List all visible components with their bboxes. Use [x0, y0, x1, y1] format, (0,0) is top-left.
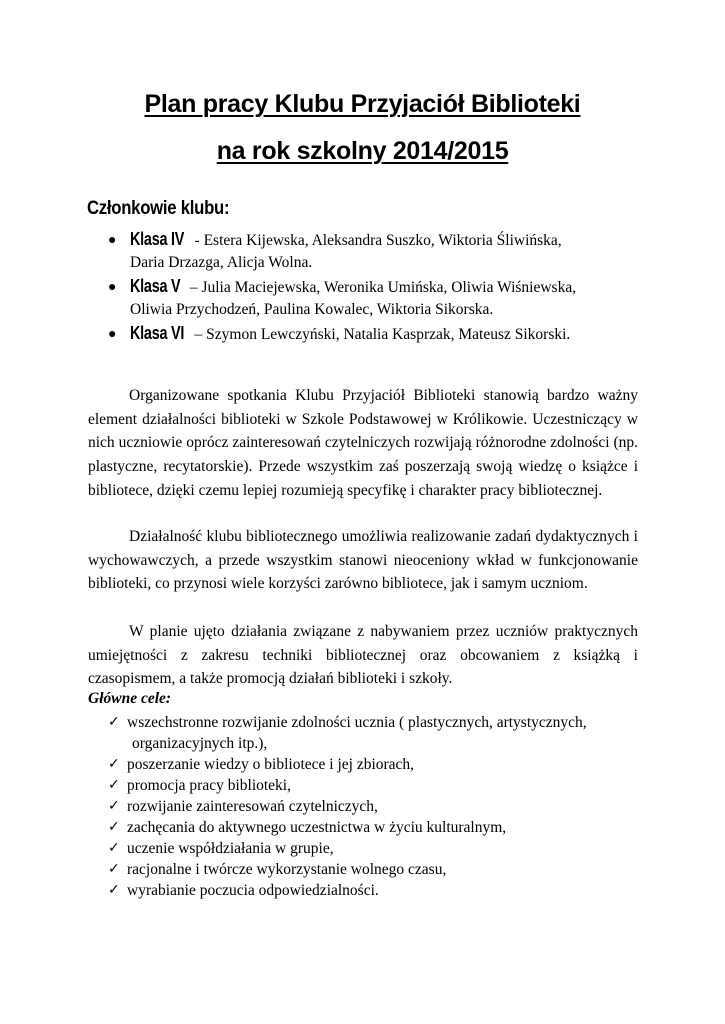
paragraph: Organizowane spotkania Klubu Przyjaciół Biblioteki stanowią bardzo ważny element działalności biblioteki w Szkole Podstawowej w Królikowie. Uczestniczący w nich uczniowie oprócz zainteresowań czytelniczych rozwijają różnorodne zdolności (np. plastyczne, recytatorskie). Przede wszystkim zaś poszerzają swoją wiedzę o książce i bibliotece, dzięki czemu lepiej rozumieją specyfikę i charakter pracy bibliotecznej. — [88, 387, 638, 499]
goal-text: racjonalne i twórcze wykorzystanie wolnego czasu, — [127, 861, 447, 878]
member-names: Daria Drzazga, Alicja Wolna. — [130, 254, 313, 271]
members-heading: Członkowie klubu: — [87, 198, 230, 219]
goal-text: poszerzanie wiedzy o bibliotece i jej zbiorach, — [127, 756, 415, 773]
goal-text: wyrabianie poczucia odpowiedzialności. — [127, 882, 379, 899]
checkmark-icon: ✓ — [108, 840, 120, 856]
class-label: Klasa V — [130, 276, 181, 296]
checkmark-icon: ✓ — [108, 882, 120, 898]
class-label: Klasa VI — [130, 323, 185, 343]
checkmark-icon: ✓ — [108, 861, 120, 877]
bullet-icon: ● — [108, 327, 117, 342]
member-names: Szymon Lewczyński, Natalia Kasprzak, Mateusz Sikorski. — [206, 326, 571, 343]
bullet-icon: ● — [108, 280, 117, 295]
document-page: Plan pracy Klubu Przyjaciół Biblioteki na rok szkolny 2014/2015 Członkowie klubu: ● Klasa IV - Estera Kijewska, Aleksandra Suszko, Wiktoria Śliwińska, Daria Drzazga, Alicja Wolna. ● Klasa V – Julia Maciejewska, Weronika Umińska, Oliwia Wiśniewska, Oliwia Przychodzeń, Paulina Kowalec, Wiktoria Sikorska. ● Klasa VI – Szymon Lewczyński, Natalia Kasprzak, Mateusz Sikorski. Organizowane spotkania Klubu Przyjaciół Biblioteki stanowią bardzo ważny element działalności biblioteki w Szkole Podstawowej w Królikowie. Uczestniczący w nich uczniowie oprócz zainteresowań czytelniczych rozwijają różnorodne zdolności (np. plastyczne, recytatorskie). Przede wszystkim zaś poszerzają swoją wiedzę o książce i bibliotece, dzięki czemu lepiej rozumieją specyfikę i charakter pracy bibliotecznej. Działalność klubu bibliotecznego umożliwia realizowanie zadań dydaktycznych i wychowawczych, a przede wszystkim stanowi nieoceniony wkład w funkcjonowanie biblioteki, co przynosi wiele korzyści zarówno bibliotece, jak i samym uczniom. W planie ujęto działania związane z nabywaniem przez uczniów praktycznych umiejętności z zakresu techniki bibliotecznej oraz obcowaniem z książką i czasopismem, a także promocją działań biblioteki i szkoły. Główne cele: ✓ wszechstronne rozwijanie zdolności ucznia ( plastycznych, artystycznych, organizacyjnych itp.), ✓ poszerzanie wiedzy o bibliotece i jej zbiorach, ✓ promocja pracy biblioteki, ✓ rozwijanie zainteresowań czytelniczych, ✓ zachęcania do aktywnego uczestnictwa w życiu kulturalnym, ✓ uczenie współdziałania w grupie, ✓ racjonalne i twórcze wykorzystanie wolnego czasu, ✓ wyrabianie poczucia odpowiedzialności. — [0, 0, 725, 1024]
goal-text-continuation: organizacyjnych itp.), — [132, 735, 268, 752]
goal-text: rozwijanie zainteresowań czytelniczych, — [127, 798, 378, 815]
goal-text: promocja pracy biblioteki, — [127, 777, 291, 794]
goal-text: zachęcania do aktywnego uczestnictwa w życiu kulturalnym, — [127, 819, 507, 836]
paragraph: W planie ujęto działania związane z nabywaniem przez uczniów praktycznych umiejętności z zakresu techniki bibliotecznej oraz obcowaniem z książką i czasopismem, a także promocją działań biblioteki i szkoły. — [88, 623, 638, 688]
paragraph: Działalność klubu bibliotecznego umożliwia realizowanie zadań dydaktycznych i wychowawczych, a przede wszystkim stanowi nieoceniony wkład w funkcjonowanie biblioteki, co przynosi wiele korzyści zarówno bibliotece, jak i samym uczniom. — [88, 528, 638, 593]
bullet-icon: ● — [108, 233, 117, 248]
member-names: Oliwia Przychodzeń, Paulina Kowalec, Wiktoria Sikorska. — [130, 301, 494, 318]
goal-text: uczenie współdziałania w grupie, — [127, 840, 334, 857]
title-line-1: Plan pracy Klubu Przyjaciół Biblioteki — [144, 90, 581, 118]
class-label: Klasa IV — [130, 229, 185, 249]
member-names: Estera Kijewska, Aleksandra Suszko, Wiktoria Śliwińska, — [203, 232, 562, 249]
member-names: Julia Maciejewska, Weronika Umińska, Oliwia Wiśniewska, — [201, 279, 577, 296]
checkmark-icon: ✓ — [108, 714, 120, 730]
checkmark-icon: ✓ — [108, 819, 120, 835]
checkmark-icon: ✓ — [108, 756, 120, 772]
goal-text: wszechstronne rozwijanie zdolności ucznia ( plastycznych, artystycznych, — [127, 714, 587, 731]
goals-heading: Główne cele: — [88, 690, 172, 707]
checkmark-icon: ✓ — [108, 798, 120, 814]
title-line-2: na rok szkolny 2014/2015 — [216, 137, 509, 165]
checkmark-icon: ✓ — [108, 777, 120, 793]
